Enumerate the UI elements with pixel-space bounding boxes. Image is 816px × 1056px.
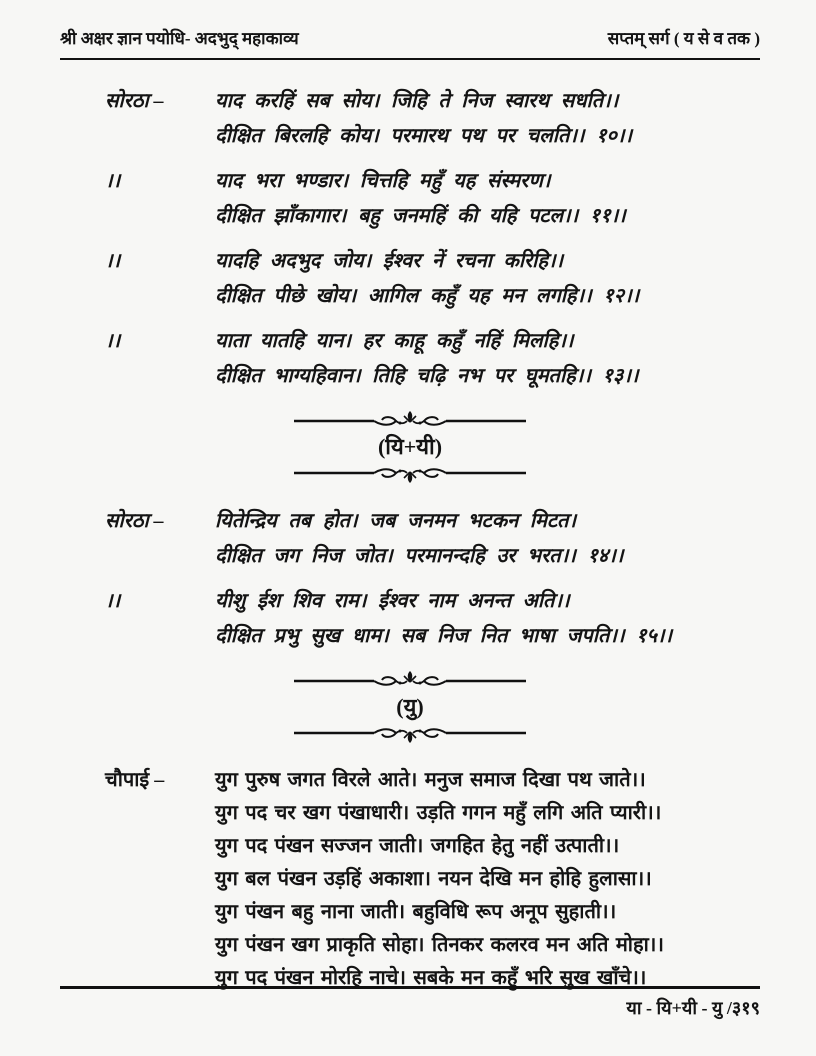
divider-label: (यु) — [396, 694, 424, 719]
verse-lines — [215, 244, 760, 314]
chaupai-label: चौपाई – — [105, 769, 165, 791]
verse-block-15 — [60, 584, 760, 654]
verse-line-1: यीशु ईश शिव राम। ईश्वर नाम अनन्त अति।। — [215, 590, 570, 612]
verse-label: सोरठा – — [105, 90, 164, 112]
verse-label: सोरठा – — [105, 510, 164, 532]
page-content — [60, 84, 760, 995]
verse-label: ।। — [105, 590, 121, 612]
verse-block-14 — [60, 504, 760, 574]
chaupai-line: युग पुरुष जगत विरले आते। मनुज समाज दिखा पथ जाते।। — [215, 769, 646, 791]
page-footer — [60, 986, 760, 1020]
header-right-title: सप्तम् सर्ग ( य से व तक ) — [607, 29, 760, 48]
verse-label: ।। — [105, 170, 121, 192]
verse-block-11 — [60, 164, 760, 234]
chaupai-line: युग पंखन खग प्राकृति सोहा। तिनकर कलरव मन अति मोहा।। — [215, 934, 664, 956]
chaupai-line: युग पंखन बहु नाना जाती। बहुविधि रूप अनूप सुहाती।। — [215, 901, 617, 923]
chaupai-line: युग पद पंखन सज्जन जाती। जगहित हेतु नहीं उत्पाती।। — [215, 835, 620, 857]
chaupai-line: युग पद चर खग पंखाधारी। उड़ति गगन महुँ लगि अति प्यारी।। — [215, 802, 662, 824]
verse-line-1: याद भरा भण्डार। चित्तहि महुँ यह संस्मरण। — [215, 170, 551, 192]
verse-block-13 — [60, 324, 760, 394]
verse-lines — [215, 324, 760, 394]
verse-line-1: याता यातहि यान। हर काहू कहुँ नहिं मिलहि।। — [215, 330, 574, 352]
chaupai-lines — [215, 764, 760, 995]
divider-label: (यि+यी) — [377, 434, 443, 459]
section-divider-2 — [60, 670, 760, 744]
verse-block-10 — [60, 84, 760, 154]
verse-lines — [215, 504, 760, 574]
verse-label: ।। — [105, 330, 121, 352]
verse-block-12 — [60, 244, 760, 314]
page-header — [60, 26, 760, 60]
verse-line-2: दीक्षित पीछे खोय। आगिल कहुँ यह मन लगहि।। १२।। — [215, 285, 640, 307]
chaupai-line: युग पद पंखन मोरहि नाचे। सबके मन कहुँ भरि सुख खाँचे।। — [215, 967, 647, 989]
verse-line-2: दीक्षित भाग्यहिवान। तिहि चढ़ि नभ पर घूमतहि।। १३।। — [215, 365, 639, 387]
verse-line-2: दीक्षित झाँकागार। बहु जनमहिं की यहि पटल।। ११।। — [215, 205, 626, 227]
header-left-title: श्री अक्षर ज्ञान पयोधि- अदभुद् महाकाव्य — [60, 29, 299, 48]
verse-line-2: दीक्षित प्रभु सुख धाम। सब निज नित भाषा जपति।। १५।। — [215, 625, 673, 647]
footer-page-reference: या - यि+यी - यु /३१९ — [626, 998, 760, 1018]
flourish-divider-icon — [294, 670, 526, 690]
chaupai-line: युग बल पंखन उड़हिं अकाशा। नयन देखि मन होहि हुलासा।। — [215, 868, 652, 890]
verse-lines — [215, 84, 760, 154]
verse-label: ।। — [105, 250, 121, 272]
flourish-divider-icon — [294, 724, 526, 744]
verse-lines — [215, 164, 760, 234]
verse-line-2: दीक्षित बिरलहि कोय। परमारथ पथ पर चलति।। १०।। — [215, 125, 633, 147]
verse-line-1: याद करहिं सब सोय। जिहि ते निज स्वारथ सधति।। — [215, 90, 619, 112]
verse-line-1: यादहि अदभुद जोय। ईश्वर नें रचना करिहि।। — [215, 250, 564, 272]
flourish-divider-icon — [294, 464, 526, 484]
flourish-divider-icon — [294, 410, 526, 430]
verse-lines — [215, 584, 760, 654]
section-divider-1 — [60, 410, 760, 484]
chaupai-block — [60, 764, 760, 995]
verse-line-2: दीक्षित जग निज जोत। परमानन्दहि उर भरत।। १४।। — [215, 545, 624, 567]
verse-line-1: यितेन्द्रिय तब होत। जब जनमन भटकन मिटत। — [215, 510, 577, 532]
